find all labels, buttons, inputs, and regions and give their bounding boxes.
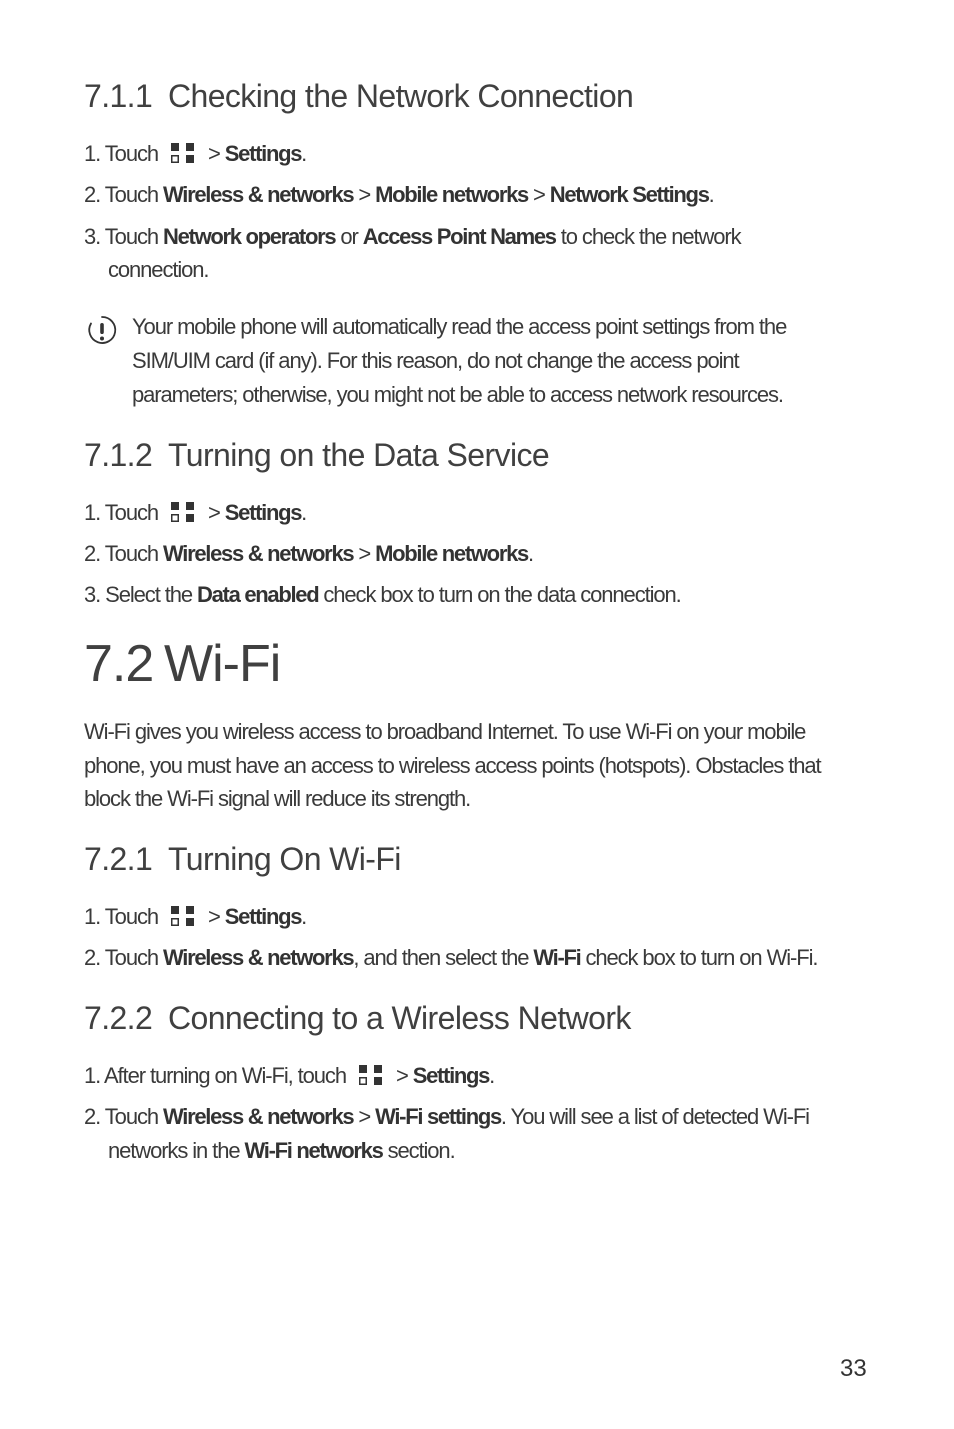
- step-text: Touch: [104, 1104, 158, 1129]
- step-2-wifi-checkbox: [84, 945, 817, 971]
- apps-grid-icon: [170, 905, 196, 927]
- step-text: check box to turn on Wi-Fi.: [585, 945, 818, 970]
- apps-grid-icon: [170, 501, 196, 523]
- step-1-after-wifi-touch-settings: [84, 1063, 494, 1089]
- section-heading-7-1-1: [84, 78, 633, 115]
- step-number: 2.: [84, 182, 101, 207]
- step-text: check box to turn on the data connection.: [323, 582, 681, 607]
- wifi-networks-label: Wi-Fi networks: [244, 1138, 383, 1163]
- settings-label: Settings: [224, 500, 302, 525]
- period: .: [708, 182, 714, 207]
- step-text: Touch: [104, 141, 158, 166]
- section-heading-7-2-2: [84, 1000, 631, 1037]
- arrow-separator: >: [208, 500, 220, 525]
- step-1-touch-settings: [84, 904, 306, 930]
- heading-title: Wi-Fi: [164, 635, 281, 693]
- wireless-networks-label: Wireless & networks: [163, 541, 354, 566]
- step-2-wireless-mobile-networks: [84, 541, 533, 567]
- step-number: 3.: [84, 224, 101, 249]
- wireless-networks-label: Wireless & networks: [163, 1104, 354, 1129]
- step-2-wireless-mobile-network-settings: [84, 182, 714, 208]
- step-text: section.: [387, 1138, 455, 1163]
- network-operators-label: Network operators: [163, 224, 336, 249]
- settings-label: Settings: [224, 141, 302, 166]
- note-line-3: parameters; otherwise, you might not be able to access network resources.: [132, 382, 783, 407]
- period: .: [301, 141, 307, 166]
- wifi-settings-label: Wi-Fi settings: [375, 1104, 501, 1129]
- step-1-touch-settings: [84, 500, 306, 526]
- step-1-touch-settings: [84, 141, 306, 167]
- heading-number: 7.1.1: [84, 78, 153, 114]
- step-text: Select the: [105, 582, 193, 607]
- mobile-networks-label: Mobile networks: [375, 541, 528, 566]
- wifi-label: Wi-Fi: [533, 945, 581, 970]
- step-text: , and then select the: [353, 945, 529, 970]
- step-text: to check the network: [560, 224, 741, 249]
- step-text: Touch: [104, 500, 158, 525]
- step-2-wifi-settings: [84, 1104, 809, 1130]
- heading-number: 7.2.1: [84, 841, 153, 877]
- heading-title: Turning On Wi-Fi: [168, 841, 401, 877]
- step-number: 1.: [84, 904, 101, 929]
- step-number: 2.: [84, 1104, 101, 1129]
- arrow-separator: >: [208, 904, 220, 929]
- wireless-networks-label: Wireless & networks: [163, 182, 354, 207]
- step-number: 1.: [84, 141, 101, 166]
- arrow-separator: >: [208, 141, 220, 166]
- step-3-continuation: connection.: [108, 257, 209, 282]
- step-text: Touch: [104, 541, 158, 566]
- arrow-separator: >: [358, 1104, 371, 1129]
- step-number: 1.: [84, 1063, 101, 1088]
- step-text: After turning on Wi-Fi, touch: [103, 1063, 346, 1088]
- period: .: [301, 500, 307, 525]
- period: .: [489, 1063, 495, 1088]
- arrow-separator: >: [358, 541, 371, 566]
- caution-icon: [86, 314, 118, 346]
- step-3-network-operators: [84, 224, 741, 250]
- mobile-networks-label: Mobile networks: [375, 182, 528, 207]
- heading-title: Connecting to a Wireless Network: [168, 1000, 631, 1036]
- page-number: 33: [840, 1355, 867, 1382]
- step-2-continuation: [108, 1138, 455, 1164]
- period: .: [301, 904, 307, 929]
- data-enabled-label: Data enabled: [197, 582, 319, 607]
- step-number: 2.: [84, 945, 101, 970]
- wireless-networks-label: Wireless & networks: [163, 945, 354, 970]
- arrow-separator: >: [395, 1063, 408, 1088]
- wifi-intro-line-1: Wi-Fi gives you wireless access to broadband Internet. To use Wi-Fi on your mobile: [84, 719, 806, 744]
- network-settings-label: Network Settings: [549, 182, 709, 207]
- step-number: 3.: [84, 582, 101, 607]
- heading-number: 7.1.2: [84, 437, 153, 473]
- arrow-separator: >: [532, 182, 545, 207]
- step-text: or: [340, 224, 358, 249]
- period: .: [527, 541, 533, 566]
- step-text: Touch: [104, 224, 158, 249]
- settings-label: Settings: [224, 904, 302, 929]
- step-text: Touch: [104, 182, 158, 207]
- apps-grid-icon: [358, 1064, 384, 1086]
- heading-title: Checking the Network Connection: [168, 78, 634, 114]
- settings-label: Settings: [412, 1063, 490, 1088]
- step-number: 1.: [84, 500, 101, 525]
- access-point-names-label: Access Point Names: [362, 224, 556, 249]
- step-text: Touch: [104, 904, 158, 929]
- chapter-heading-7-2: [84, 634, 280, 694]
- step-3-data-enabled: [84, 582, 681, 608]
- step-text: networks in the: [108, 1138, 240, 1163]
- arrow-separator: >: [358, 182, 371, 207]
- wifi-intro-line-2: phone, you must have an access to wireless access points (hotspots). Obstacles that: [84, 753, 821, 778]
- heading-number: 7.2: [84, 635, 154, 693]
- section-heading-7-2-1: [84, 841, 401, 878]
- note-line-1: Your mobile phone will automatically read the access point settings from the: [132, 314, 787, 339]
- step-number: 2.: [84, 541, 101, 566]
- step-text: . You will see a list of detected Wi-Fi: [500, 1104, 809, 1129]
- section-heading-7-1-2: [84, 437, 549, 474]
- wifi-intro-line-3: block the Wi-Fi signal will reduce its strength.: [84, 786, 471, 811]
- heading-number: 7.2.2: [84, 1000, 153, 1036]
- note-line-2: SIM/UIM card (if any). For this reason, do not change the access point: [132, 348, 739, 373]
- step-text: Touch: [104, 945, 158, 970]
- heading-title: Turning on the Data Service: [168, 437, 550, 473]
- apps-grid-icon: [170, 142, 196, 164]
